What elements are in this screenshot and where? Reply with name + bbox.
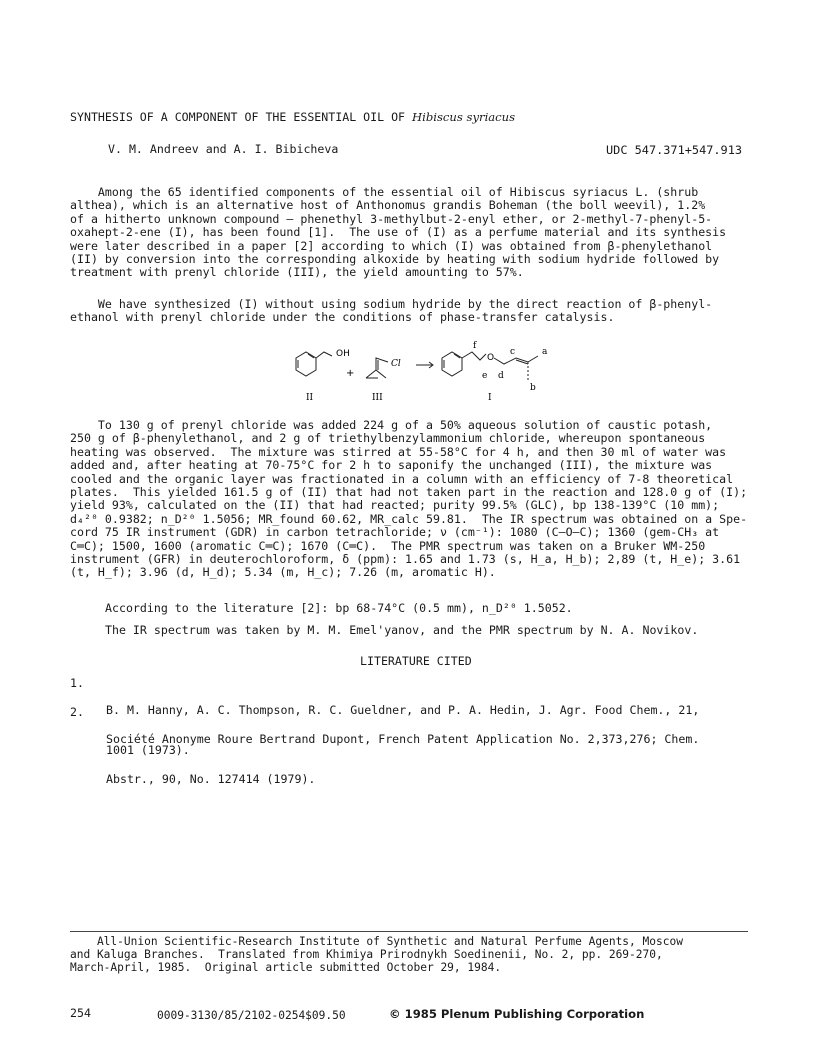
reference-line: B. M. Hanny, A. C. Thompson, R. C. Gueldner, and P. A. Hedin, J. Agr. Food Chem., 21, — [106, 702, 700, 717]
text-line: oxahept-2-ene (I), has been found [1]. The use of (I) as a perfume material and its synthesis — [70, 225, 727, 240]
text-line: instrument (GFR) in deuterochloroform, δ (ppm): 1.65 and 1.73 (s, H_a, H_b); 2,89 (t, H_e); 3.61 — [70, 552, 741, 567]
o-label: O — [487, 353, 495, 363]
text-line: ethanol with prenyl chloride under the conditions of phase-transfer catalysis. — [70, 310, 615, 325]
text-line: treatment with prenyl chloride (III), the yield amounting to 57%. — [70, 265, 524, 280]
text-line: yield 93%, calculated on the (II) that had reacted; purity 99.5% (GLC), bp 138-139°C (10 mm); — [70, 498, 720, 513]
benzene-ring-ii — [296, 352, 316, 376]
footnote-line: and Kaluga Branches. Translated from Khimiya Prirodnykh Soedinenii, No. 2, pp. 269-270, — [70, 948, 663, 961]
compound-ii-label: II — [306, 393, 314, 403]
literature-comparison: According to the literature [2]: bp 68-74°C (0.5 mm), n_D²⁰ 1.5052. — [105, 601, 573, 615]
paragraph-intro — [70, 186, 726, 280]
reference-line: Société Anonyme Roure Bertrand Dupont, French Patent Application No. 2,373,276; Chem. — [106, 731, 700, 746]
reaction-scheme — [284, 340, 554, 410]
label-a: a — [542, 347, 548, 357]
page-number: 254 — [70, 1006, 91, 1020]
label-f: f — [473, 341, 477, 351]
text-line: of a hitherto unknown compound — phenethyl 3-methylbut-2-enyl ether, or 2-methyl-7-phenyl-5- — [70, 211, 713, 226]
literature-heading: LITERATURE CITED — [360, 654, 472, 668]
text-line: cooled and the organic layer was fractionated in a column with an efficiency of 7-8 theoretical — [70, 471, 734, 486]
affiliation-footnote — [70, 935, 683, 974]
footnote-line: March-April, 1985. Original article submitted October 29, 1984. — [70, 961, 502, 974]
paragraph-experimental — [70, 419, 747, 580]
text-line: plates. This yielded 161.5 g of (II) that had not taken part in the reaction and 128.0 g of (I); — [70, 485, 748, 500]
text-line: heating was observed. The mixture was stirred at 55-58°C for 4 h, and then 30 ml of water was — [70, 444, 727, 459]
label-c: c — [510, 347, 516, 357]
footnote-divider — [70, 931, 748, 932]
udc-code: UDC 547.371+547.913 — [606, 143, 743, 157]
text-line: althea), which is an alternative host of Anthonomus grandis Boheman (the boll weevil), 1.2% — [70, 198, 706, 213]
footnote-line: All-Union Scientific-Research Institute of Synthetic and Natural Perfume Agents, Moscow — [70, 935, 683, 948]
article-code: 0009-3130/85/2102-0254$09.50 — [157, 1009, 346, 1022]
plus-sign: + — [346, 368, 355, 379]
reference-number: 1. — [70, 676, 84, 690]
paper-title — [70, 111, 515, 124]
benzene-ring-i — [442, 352, 462, 376]
cl-label: Cl — [391, 359, 401, 369]
label-d: d — [498, 371, 504, 381]
compound-i-label: I — [488, 393, 492, 403]
text-line: (t, H_f); 3.96 (d, H_d); 5.34 (m, H_c); 7.26 (m, aromatic H). — [70, 565, 496, 580]
text-line: C═C); 1500, 1600 (aromatic C═C); 1670 (C═C). The PMR spectrum was taken on a Bruker WM-250 — [70, 538, 706, 553]
title-species: Hibiscus syriacus — [412, 110, 516, 124]
reference-number: 2. — [70, 705, 84, 719]
oh-label: OH — [336, 349, 350, 359]
authors: V. M. Andreev and A. I. Bibicheva — [108, 142, 339, 156]
reference-text — [106, 702, 700, 813]
copyright: © 1985 Plenum Publishing Corporation — [389, 1007, 645, 1021]
text-line: To 130 g of prenyl chloride was added 224 g of a 50% aqueous solution of caustic potash, — [70, 418, 713, 432]
text-line: cord 75 IR instrument (GDR) in carbon tetrachloride; ν (cm⁻¹): 1080 (C—O—C); 1360 (gem-CH₃ at — [70, 525, 720, 540]
compound-iii-label: III — [372, 393, 383, 403]
text-line: d₄²⁰ 0.9382; n_D²⁰ 1.5056; MR_found 60.62, MR_calc 59.81. The IR spectrum was obtained on a Spe- — [70, 511, 748, 526]
reference-line: Abstr., 90, No. 127414 (1979). — [106, 772, 316, 787]
paragraph-method — [70, 298, 712, 325]
reference-line: 1001 (1973). — [106, 743, 190, 758]
acknowledgement: The IR spectrum was taken by M. M. Emel'yanov, and the PMR spectrum by N. A. Novikov. — [105, 623, 699, 637]
text-line: added and, after heating at 70-75°C for 2 h to saponify the unchanged (III), the mixture was — [70, 458, 713, 473]
text-line: (II) by conversion into the corresponding alkoxide by heating with sodium hydride followed by — [70, 252, 720, 267]
label-e: e — [482, 371, 488, 381]
text-line: We have synthesized (I) without using sodium hydride by the direct reaction of β-phenyl- — [70, 297, 713, 311]
text-line: were later described in a paper [2] according to which (I) was obtained from β-phenylethanol — [70, 238, 713, 253]
text-line: 250 g of β-phenylethanol, and 2 g of triethylbenzylammonium chloride, whereupon spontaneous — [70, 431, 706, 446]
text-line: Among the 65 identified components of the essential oil of Hibiscus syriacus L. (shrub — [70, 185, 699, 199]
title-text: SYNTHESIS OF A COMPONENT OF THE ESSENTIAL OIL OF — [70, 110, 413, 124]
label-b: b — [530, 383, 536, 393]
